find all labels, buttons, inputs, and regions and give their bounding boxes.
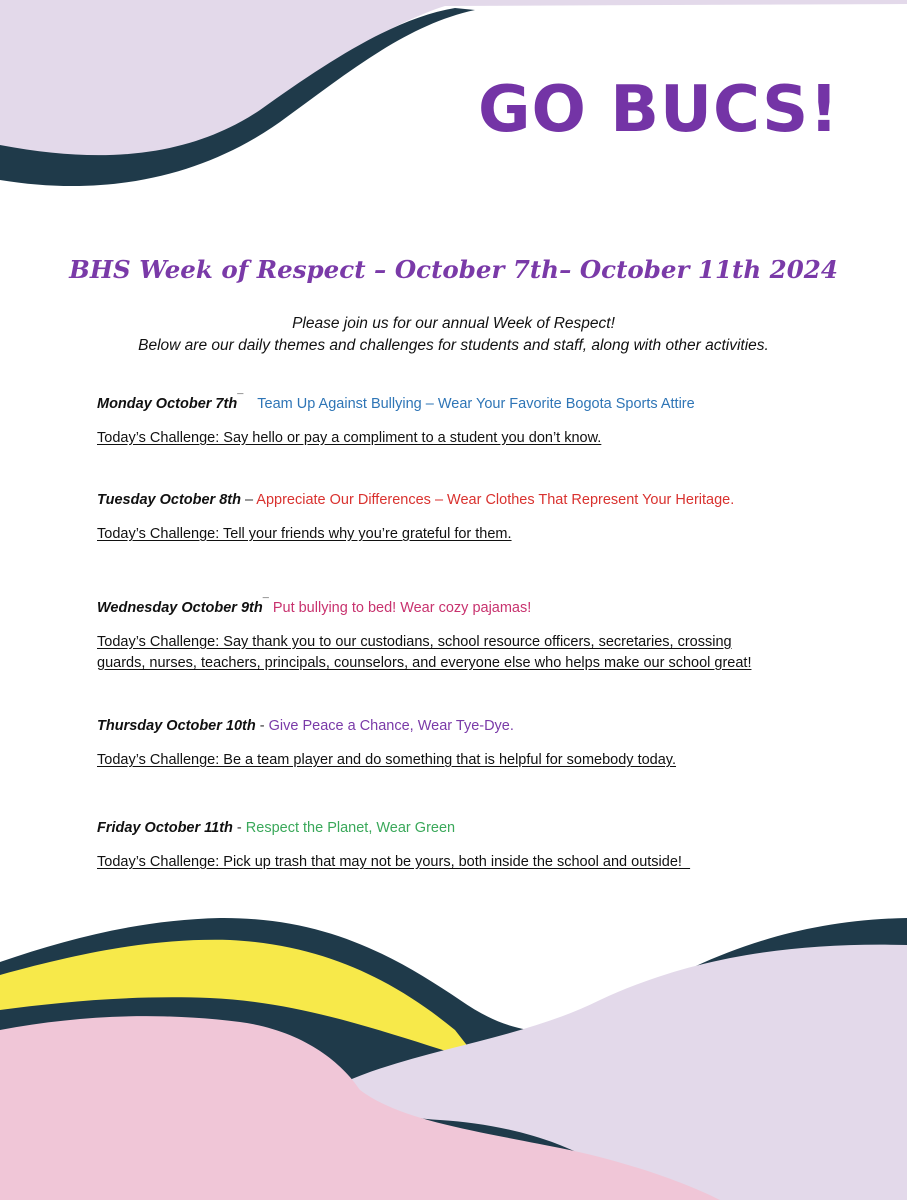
intro-line: Below are our daily themes and challenges for students and staff, along with other activities. <box>138 337 769 354</box>
day-entry-friday <box>97 818 817 873</box>
day-entry-tuesday <box>97 490 817 545</box>
intro-text <box>0 313 907 357</box>
day-label: Friday October 11th <box>97 820 233 836</box>
day-challenge <box>97 632 817 674</box>
day-separator: ¯ <box>237 393 244 405</box>
day-theme: Appreciate Our Differences – Wear Clothes That Represent Your Heritage. <box>256 492 735 508</box>
day-label: Wednesday October 9th <box>97 599 263 616</box>
day-theme: Respect the Planet, Wear Green <box>245 820 456 836</box>
day-challenge: Today’s Challenge: Say hello or pay a compliment to a student you don’t know. <box>97 429 602 446</box>
day-label: Monday October 7th <box>97 395 238 412</box>
day-entry-thursday <box>97 716 817 771</box>
day-challenge: Today’s Challenge: Be a team player and do something that is helpful for somebody today. <box>97 752 677 768</box>
day-theme: Give Peace a Chance, Wear Tye-Dye. <box>268 718 514 734</box>
day-separator: - <box>255 718 269 734</box>
day-label: Thursday October 10th <box>97 718 256 734</box>
day-theme: Team Up Against Bullying – Wear Your Favorite Bogota Sports Attire <box>257 395 695 412</box>
day-challenge: Today’s Challenge: Tell your friends why you’re grateful for them. <box>97 526 512 542</box>
day-theme: Put bullying to bed! Wear cozy pajamas! <box>272 599 532 616</box>
day-challenge-line: Today’s Challenge: Say thank you to our custodians, school resource officers, secretaries, crossing <box>97 633 732 650</box>
day-separator: ¯ <box>262 597 269 609</box>
go-bucs-heading: GO BUCS! <box>478 73 840 147</box>
day-entry-monday <box>97 389 817 449</box>
day-separator: - <box>232 820 246 836</box>
day-challenge: Today’s Challenge: Pick up trash that may not be yours, both inside the school and outside!_ <box>97 854 690 870</box>
day-entry-wednesday <box>97 593 817 674</box>
day-challenge-line: guards, nurses, teachers, principals, counselors, and everyone else who helps make our school great! <box>97 654 752 671</box>
intro-line: Please join us for our annual Week of Respect! <box>292 315 615 332</box>
page-title: BHS Week of Respect – October 7th– October 11th 2024 <box>69 255 838 284</box>
bottom-wave-decoration <box>0 900 907 1200</box>
day-label: Tuesday October 8th <box>97 492 241 508</box>
day-separator: – <box>240 492 257 508</box>
